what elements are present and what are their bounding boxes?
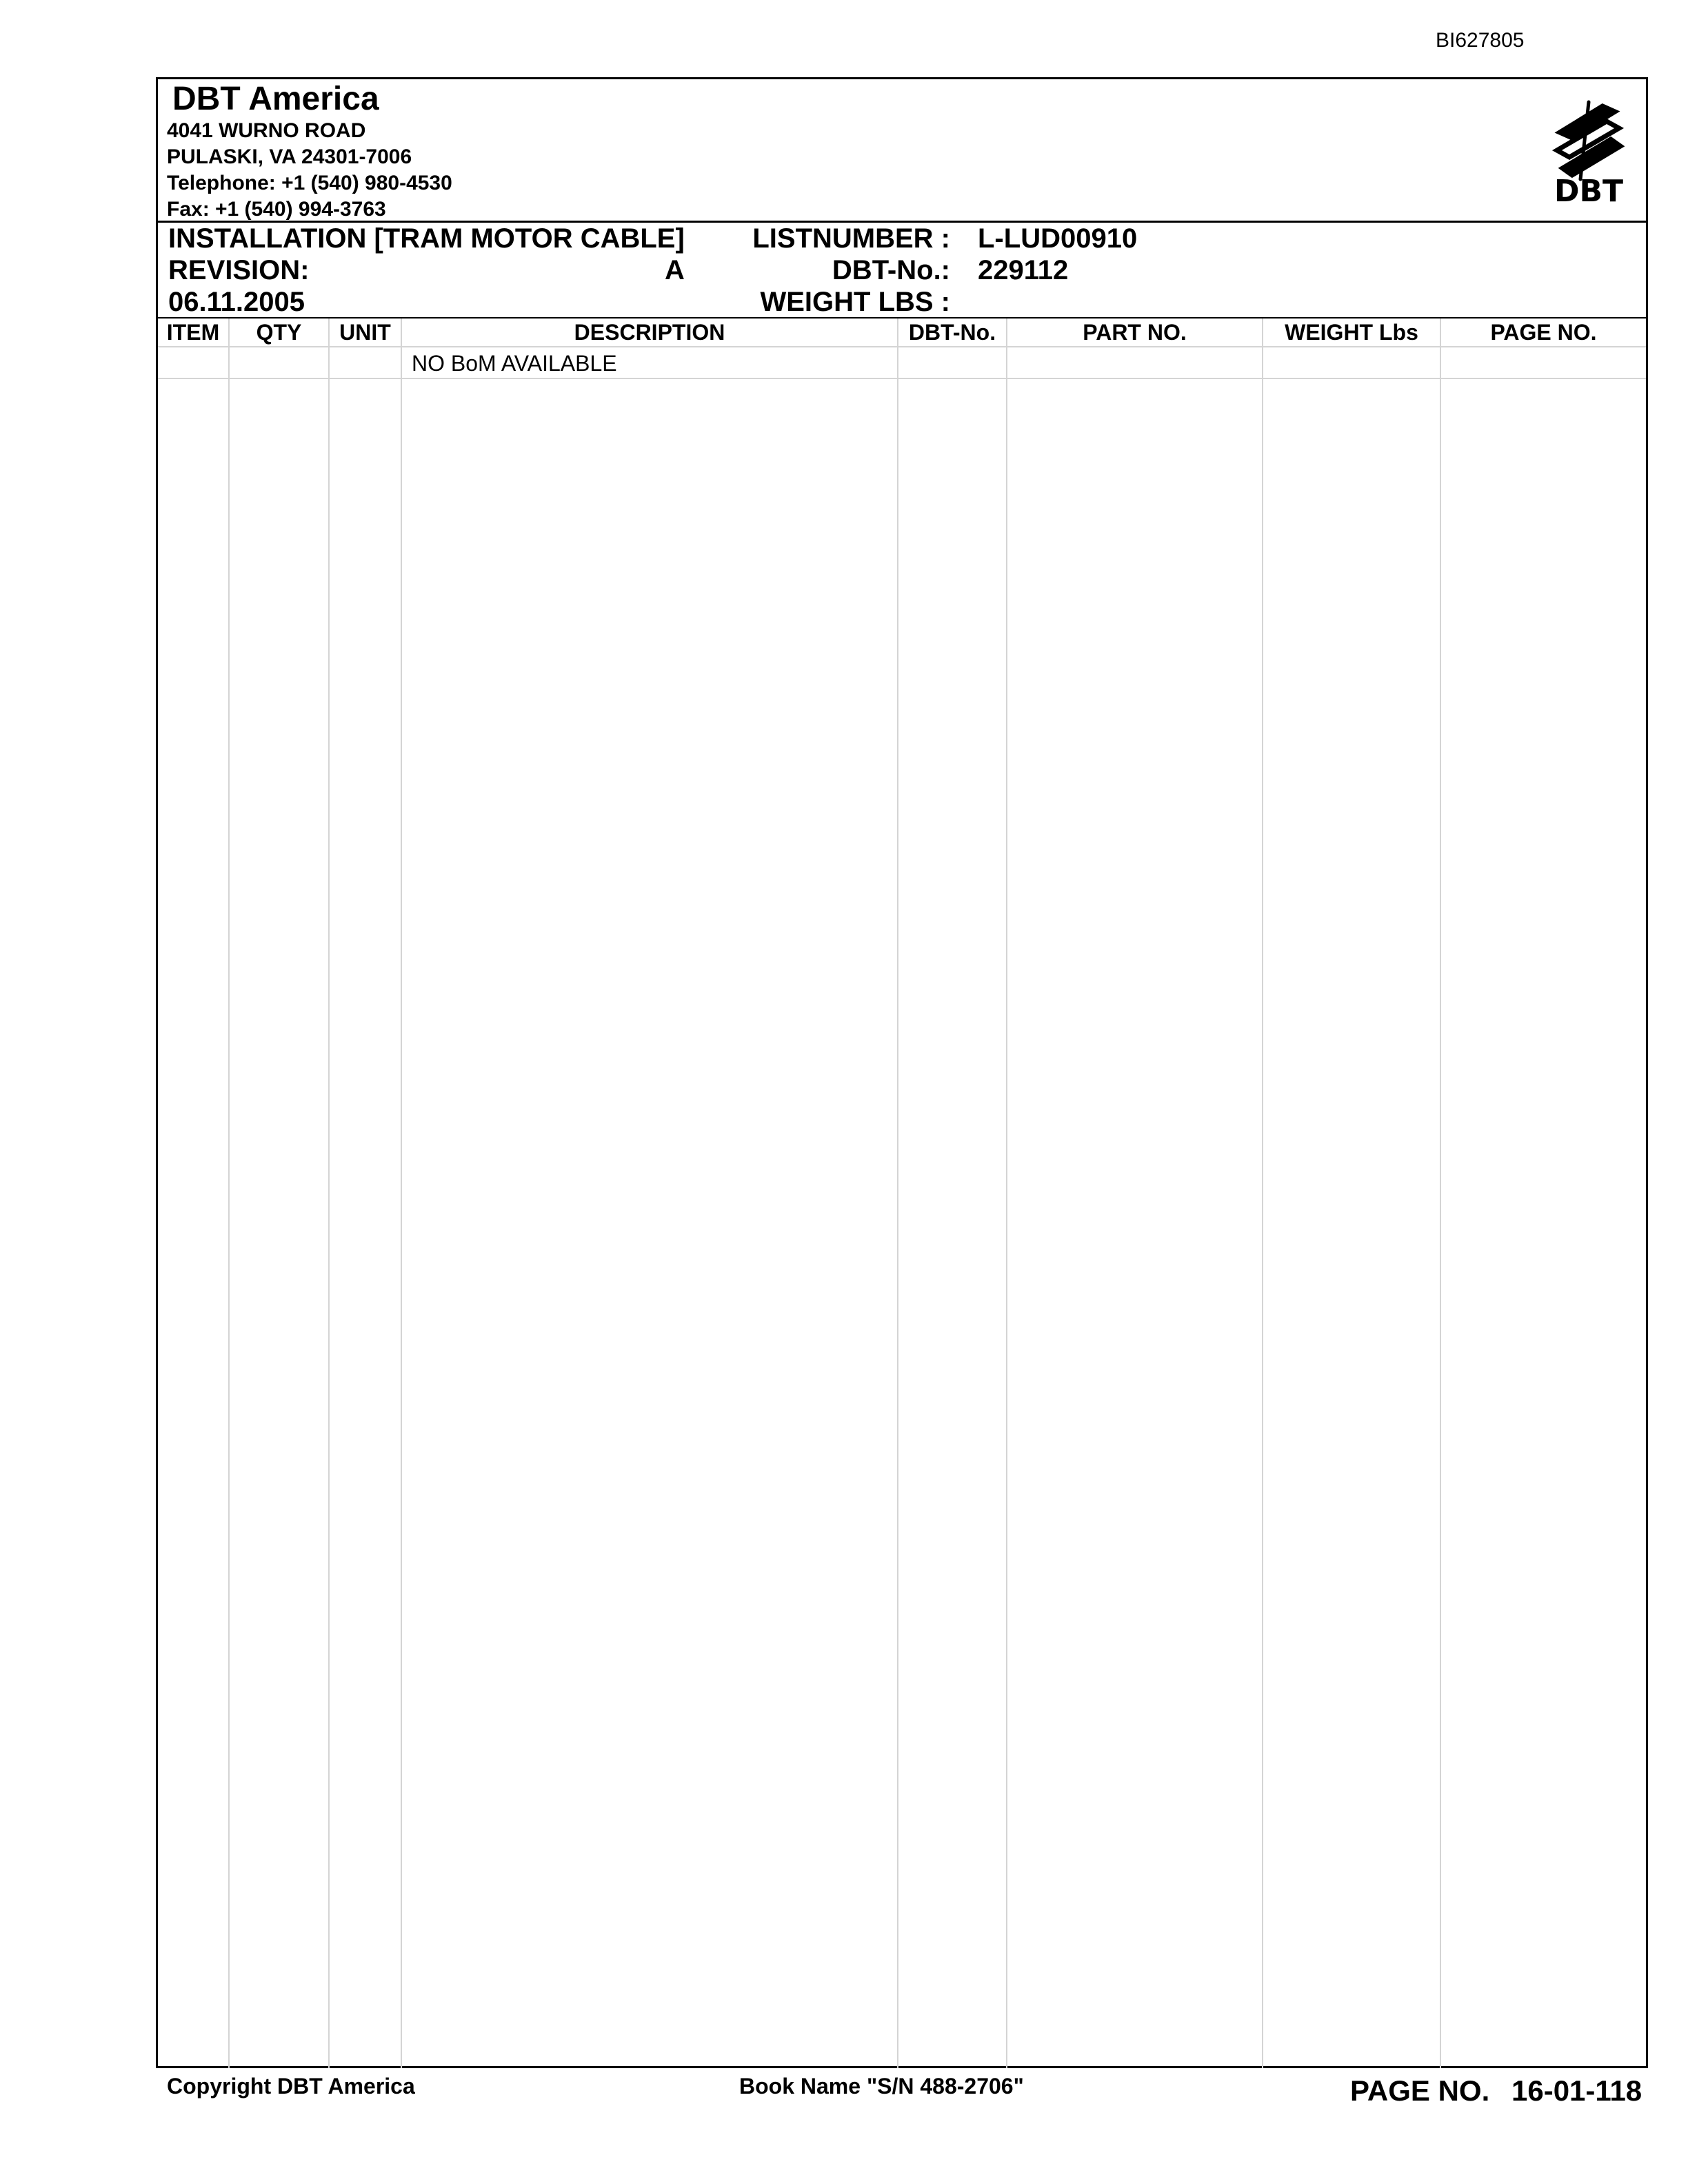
column-divider bbox=[228, 318, 230, 2068]
dbt-logo bbox=[1547, 97, 1630, 207]
footer-copyright: Copyright DBT America bbox=[167, 2074, 415, 2099]
column-divider bbox=[401, 318, 402, 2068]
company-name: DBT America bbox=[172, 81, 379, 117]
logo-text: DBT bbox=[1554, 174, 1624, 207]
company-address-line2: PULASKI, VA 24301-7006 bbox=[167, 145, 412, 168]
column-header-page-no: PAGE NO. bbox=[1490, 320, 1597, 345]
page-frame bbox=[156, 77, 1648, 2068]
revision-label: REVISION: bbox=[168, 255, 310, 285]
column-header-part-no: PART NO. bbox=[1083, 320, 1187, 345]
column-divider bbox=[897, 318, 898, 2068]
dbt-no-value: 229112 bbox=[978, 255, 1069, 285]
listnumber-value: L-LUD00910 bbox=[978, 223, 1138, 254]
weight-label: WEIGHT LBS : bbox=[760, 287, 950, 317]
table-header-rule bbox=[158, 346, 1646, 347]
document-id: BI627805 bbox=[1436, 29, 1525, 52]
list-title: INSTALLATION [TRAM MOTOR CABLE] bbox=[168, 223, 685, 254]
column-divider bbox=[1006, 318, 1007, 2068]
company-fax: Fax: +1 (540) 994-3763 bbox=[167, 198, 386, 221]
revision-value: A bbox=[665, 255, 685, 285]
listnumber-label: LISTNUMBER : bbox=[752, 223, 950, 254]
column-header-item: ITEM bbox=[166, 320, 220, 345]
footer-book-name: Book Name "S/N 488-2706" bbox=[739, 2074, 1024, 2099]
column-divider bbox=[1262, 318, 1263, 2068]
company-telephone: Telephone: +1 (540) 980-4530 bbox=[167, 172, 452, 194]
column-header-dbt-no: DBT-No. bbox=[908, 320, 996, 345]
company-address-line1: 4041 WURNO ROAD bbox=[167, 119, 366, 142]
column-header-description: DESCRIPTION bbox=[574, 320, 725, 345]
column-header-weight: WEIGHT Lbs bbox=[1285, 320, 1418, 345]
row-description: NO BoM AVAILABLE bbox=[412, 351, 617, 376]
column-header-unit: UNIT bbox=[339, 320, 391, 345]
column-divider bbox=[328, 318, 330, 2068]
footer-page-label: PAGE NO. bbox=[1350, 2074, 1490, 2107]
table-row-rule bbox=[158, 378, 1646, 379]
column-header-qty: QTY bbox=[256, 320, 302, 345]
dbt-logo-mark-icon bbox=[1547, 97, 1630, 207]
dbt-no-label: DBT-No.: bbox=[832, 255, 950, 285]
header-divider bbox=[156, 221, 1648, 223]
list-date: 06.11.2005 bbox=[168, 287, 305, 317]
footer-page-value: 16-01-118 bbox=[1511, 2074, 1642, 2107]
column-divider bbox=[1440, 318, 1441, 2068]
